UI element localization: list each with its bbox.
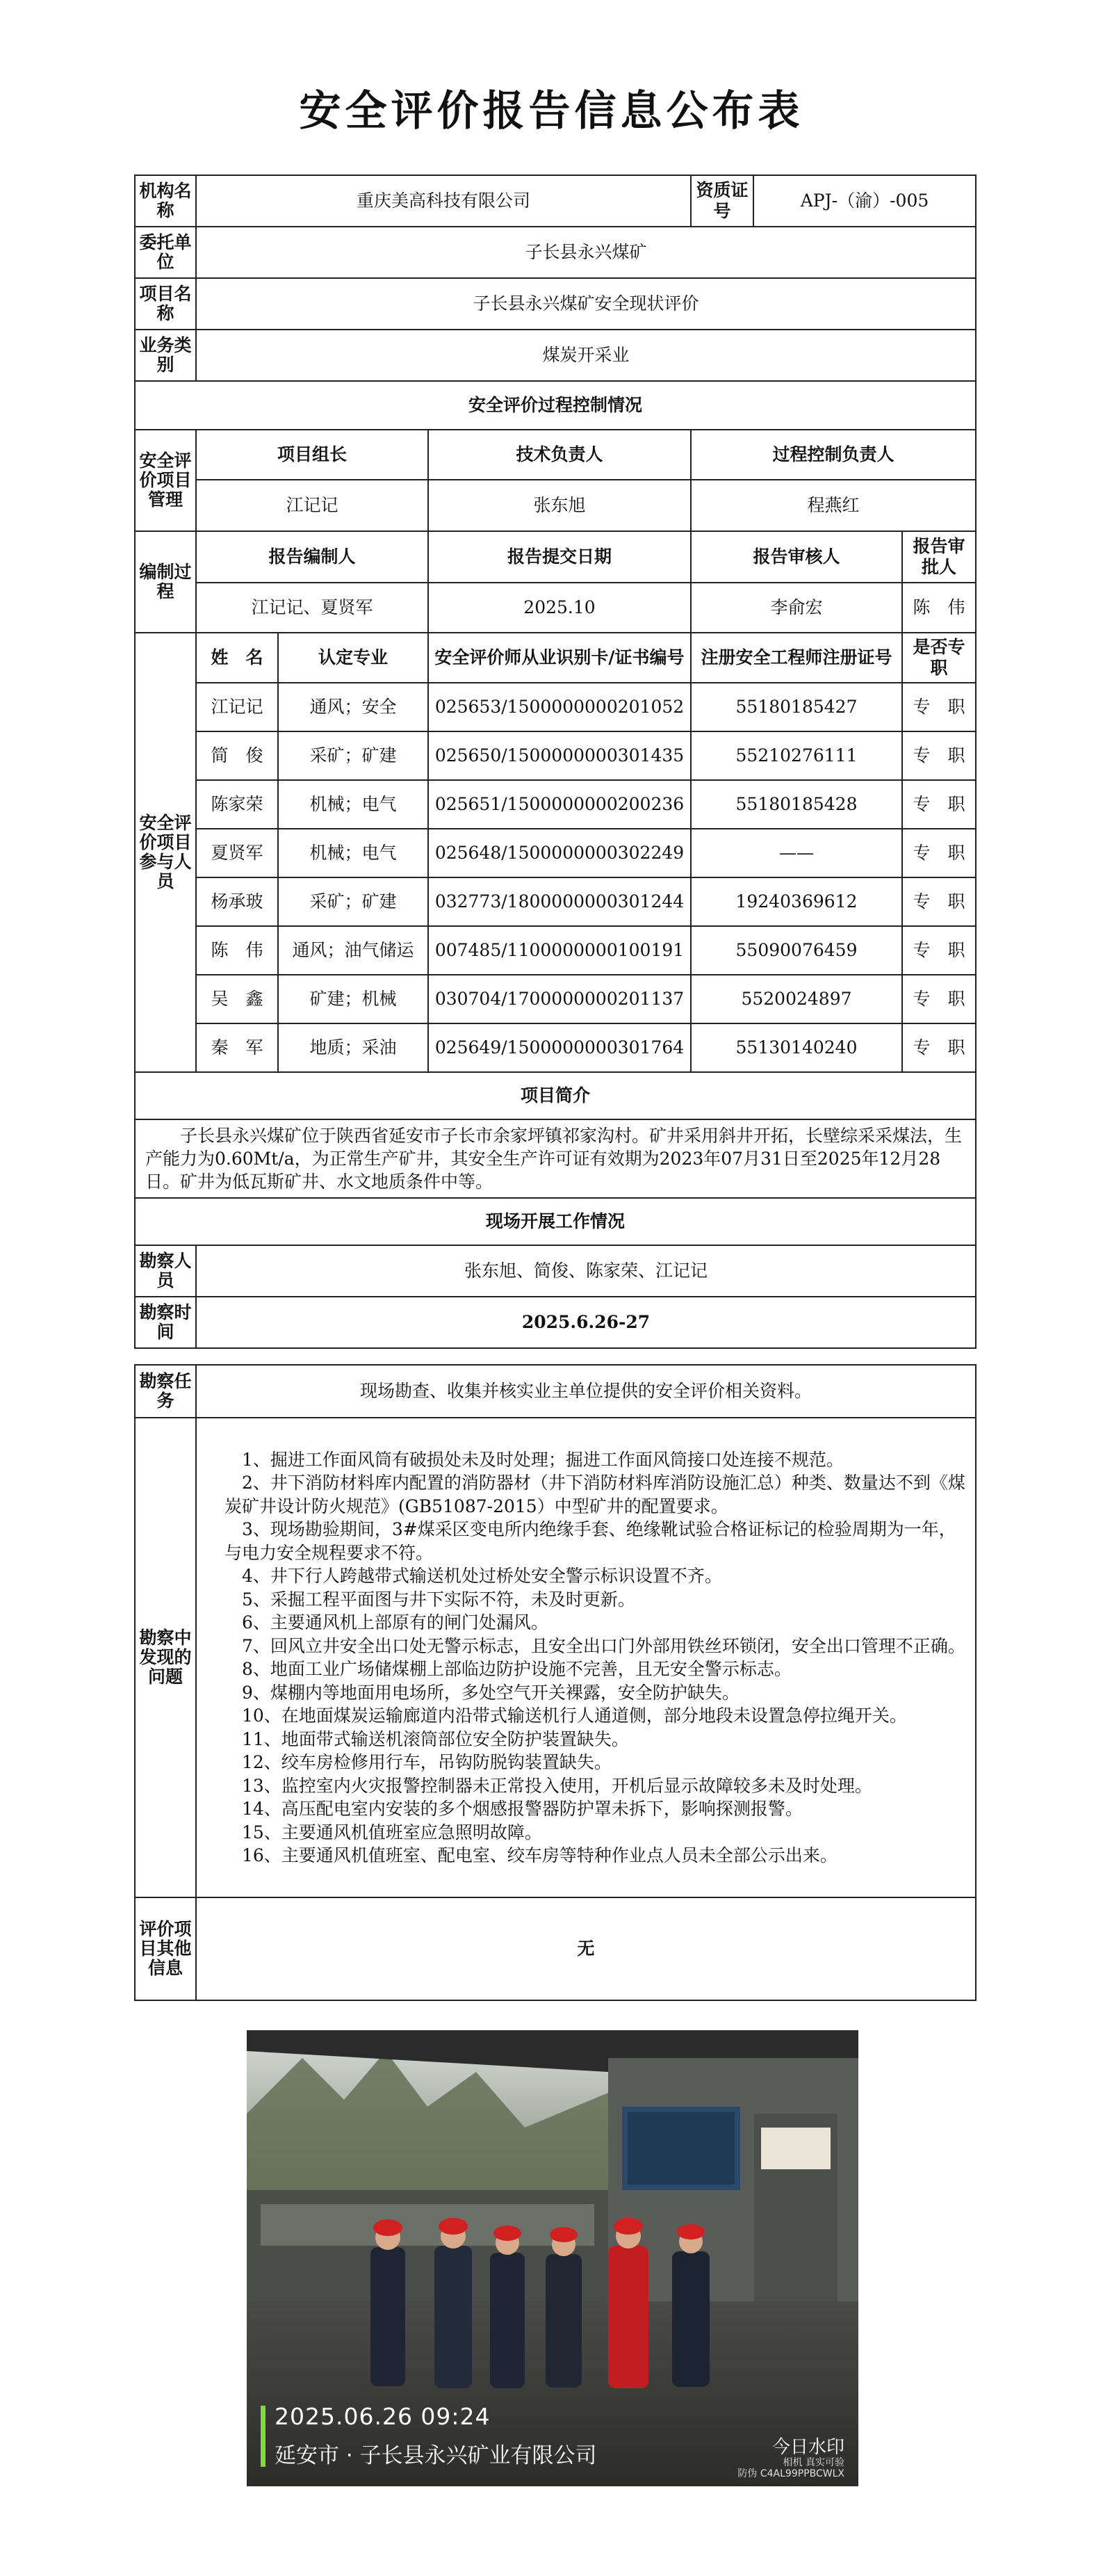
issue-item: 2、井下消防材料库内配置的消防器材（井下消防材料库消防设施汇总）种类、数量达不到《煤炭矿井设计防火规范》(GB51087-2015）中型矿井的配置要求。 (224, 1473, 965, 1516)
mgmt-header: 过程控制负责人 (691, 430, 976, 480)
issue-item: 3、现场勘验期间，3#煤采区变电所内绝缘手套、绝缘靴试验合格证标记的检验周期为一年，与电力安全规程要求不符。 (224, 1519, 956, 1563)
other-info-label: 评价项目其他信息 (135, 1897, 196, 2000)
participant-specialty: 机械；电气 (278, 780, 428, 829)
issues-list (196, 1418, 976, 1897)
org-label: 机构名称 (135, 175, 196, 227)
participant-card: 025648/1500000000302249 (428, 829, 691, 877)
participant-reg: 55180185428 (691, 780, 902, 829)
mgmt-header: 项目组长 (196, 430, 428, 480)
compile-header: 报告提交日期 (428, 531, 691, 583)
participant-card: 025649/1500000000301764 (428, 1023, 691, 1072)
participant-name: 夏贤军 (196, 829, 278, 877)
issue-item: 4、井下行人跨越带式输送机处过桥处安全警示标识设置不齐。 (242, 1566, 722, 1586)
project-value: 子长县永兴煤矿安全现状评价 (196, 278, 976, 330)
site-photo (247, 2030, 858, 2486)
table-row (135, 780, 976, 829)
participant-specialty: 采矿；矿建 (278, 731, 428, 780)
issue-item: 16、主要通风机值班室、配电室、绞车房等特种作业点人员未全部公示出来。 (242, 1845, 838, 1865)
compile-value: 江记记、夏贤军 (196, 583, 428, 633)
business-label: 业务类别 (135, 330, 196, 381)
participants-header: 姓 名 (196, 633, 278, 683)
issue-item: 1、掘进工作面风筒有破损处未及时处理；掘进工作面风筒接口处连接不规范。 (242, 1449, 844, 1470)
project-label: 项目名称 (135, 278, 196, 330)
other-info-value: 无 (196, 1897, 976, 2000)
participant-name: 吴 鑫 (196, 975, 278, 1023)
participant-reg: 55210276111 (691, 731, 902, 780)
participant-card: 025653/1500000000201052 (428, 683, 691, 731)
compile-value: 李俞宏 (691, 583, 902, 633)
table-row (135, 877, 976, 926)
personnel-label: 勘察人员 (135, 1245, 196, 1297)
table-row (135, 926, 976, 975)
participant-fulltime: 专 职 (902, 829, 976, 877)
participant-reg: 19240369612 (691, 877, 902, 926)
participants-header: 认定专业 (278, 633, 428, 683)
participant-reg: 55180185427 (691, 683, 902, 731)
issue-item: 12、绞车房检修用行车，吊钩防脱钩装置缺失。 (242, 1752, 612, 1772)
participant-specialty: 机械；电气 (278, 829, 428, 877)
page-title: 安全评价报告信息公布表 (299, 87, 804, 136)
participant-card: 007485/1100000000100191 (428, 926, 691, 975)
watermark-brand-name: 今日水印 (771, 2437, 844, 2458)
participant-name: 杨承玻 (196, 877, 278, 926)
issue-item: 15、主要通风机值班室应急照明故障。 (242, 1822, 542, 1842)
survey-table (134, 1364, 977, 2001)
participant-reg: 55090076459 (691, 926, 902, 975)
mgmt-value: 程燕红 (691, 480, 976, 531)
survey-time-label: 勘察时间 (135, 1297, 196, 1348)
compile-header: 报告审核人 (691, 531, 902, 583)
mgmt-value: 张东旭 (428, 480, 691, 531)
summary-section-title: 项目简介 (135, 1072, 976, 1119)
business-value: 煤炭开采业 (196, 330, 976, 381)
participant-card: 025650/1500000000301435 (428, 731, 691, 780)
mgmt-label: 安全评价项目管理 (135, 430, 196, 531)
issues-label: 勘察中发现的问题 (135, 1418, 196, 1897)
participants-label: 安全评价项目参与人员 (135, 633, 196, 1072)
participant-specialty: 地质；采油 (278, 1023, 428, 1072)
task-label: 勘察任务 (135, 1365, 196, 1418)
participant-name: 陈 伟 (196, 926, 278, 975)
compile-value: 2025.10 (428, 583, 691, 633)
compile-value: 陈 伟 (902, 583, 976, 633)
participant-specialty: 矿建；机械 (278, 975, 428, 1023)
issue-item: 5、采掘工程平面图与井下实际不符，未及时更新。 (242, 1589, 635, 1610)
participant-fulltime: 专 职 (902, 1023, 976, 1072)
participant-specialty: 通风；油气储运 (278, 926, 428, 975)
participant-fulltime: 专 职 (902, 780, 976, 829)
participant-name: 陈家荣 (196, 780, 278, 829)
compile-header: 报告审批人 (902, 531, 976, 583)
participant-card: 030704/1700000000201137 (428, 975, 691, 1023)
participant-card: 032773/1800000000301244 (428, 877, 691, 926)
participants-header: 注册安全工程师注册证号 (691, 633, 902, 683)
watermark-bar (261, 2406, 265, 2467)
table-row (135, 731, 976, 780)
cert-label: 资质证号 (691, 175, 753, 227)
participant-reg: 55130140240 (691, 1023, 902, 1072)
report-info-table (134, 175, 977, 1349)
participant-name: 简 俊 (196, 731, 278, 780)
process-section-title: 安全评价过程控制情况 (135, 381, 976, 430)
mgmt-value: 江记记 (196, 480, 428, 531)
client-label: 委托单位 (135, 227, 196, 278)
issue-item: 6、主要通风机上部原有的闸门处漏风。 (242, 1612, 548, 1633)
compile-header: 报告编制人 (196, 531, 428, 583)
compile-label: 编制过程 (135, 531, 196, 633)
issue-item: 8、地面工业广场储煤棚上部临边防护设施不完善，且无安全警示标志。 (242, 1659, 792, 1679)
table-row (135, 975, 976, 1023)
participant-name: 江记记 (196, 683, 278, 731)
participant-name: 秦 军 (196, 1023, 278, 1072)
photo-location: 延安市 · 子长县永兴矿业有限公司 (275, 2443, 597, 2468)
participants-header: 安全评价师从业识别卡/证书编号 (428, 633, 691, 683)
cert-value: APJ-（渝）-005 (753, 175, 976, 227)
participant-fulltime: 专 职 (902, 683, 976, 731)
issue-item: 9、煤棚内等地面用电场所，多处空气开关裸露，安全防护缺失。 (242, 1682, 740, 1703)
participant-fulltime: 专 职 (902, 926, 976, 975)
issue-item: 13、监控室内火灾报警控制器未正常投入使用，开机后显示故障较多未及时处理。 (242, 1775, 872, 1796)
watermark-brand (737, 2438, 844, 2479)
watermark-brand-code: 防伪 C4AL99PPBCWLX (737, 2468, 844, 2479)
photo-timestamp: 2025.06.26 09:24 (275, 2403, 491, 2430)
issue-item: 7、回风立井安全出口处无警示标志，且安全出口门外部用铁丝环锁闭，安全出口管理不正确。 (242, 1635, 965, 1656)
personnel-value: 张东旭、简俊、陈家荣、江记记 (196, 1245, 976, 1297)
summary-text: 子长县永兴煤矿位于陕西省延安市子长市余家坪镇祁家沟村。矿井采用斜井开拓，长壁综采采煤法，生产能力为0.60Mt/a，为正常生产矿井，其安全生产许可证有效期为2023年07月31日至2025年12月28日。矿井为低瓦斯矿井、水文地质条件中等。 (135, 1119, 976, 1198)
participant-card: 025651/1500000000200236 (428, 780, 691, 829)
issue-item: 14、高压配电室内安装的多个烟感报警器防护罩未拆下，影响探测报警。 (242, 1799, 803, 1819)
issue-item: 10、在地面煤炭运输廊道内沿带式输送机行人通道侧，部分地段未设置急停拉绳开关。 (242, 1706, 907, 1726)
client-value: 子长县永兴煤矿 (196, 227, 976, 278)
fieldwork-section-title: 现场开展工作情况 (135, 1198, 976, 1245)
table-row (135, 683, 976, 731)
participants-header: 是否专职 (902, 633, 976, 683)
participant-specialty: 采矿；矿建 (278, 877, 428, 926)
survey-time-value: 2025.6.26-27 (196, 1297, 976, 1348)
task-value: 现场勘查、收集并核实业主单位提供的安全评价相关资料。 (196, 1365, 976, 1418)
participant-fulltime: 专 职 (902, 731, 976, 780)
participant-fulltime: 专 职 (902, 975, 976, 1023)
participant-fulltime: 专 职 (902, 877, 976, 926)
table-row (135, 1023, 976, 1072)
mgmt-header: 技术负责人 (428, 430, 691, 480)
table-row (135, 829, 976, 877)
org-value: 重庆美高科技有限公司 (196, 175, 691, 227)
participant-reg: —— (691, 829, 902, 877)
participant-reg: 5520024897 (691, 975, 902, 1023)
participant-specialty: 通风；安全 (278, 683, 428, 731)
watermark-brand-sub: 相机 真实可验 (783, 2457, 844, 2468)
issue-item: 11、地面带式输送机滚筒部位安全防护装置缺失。 (242, 1728, 629, 1749)
